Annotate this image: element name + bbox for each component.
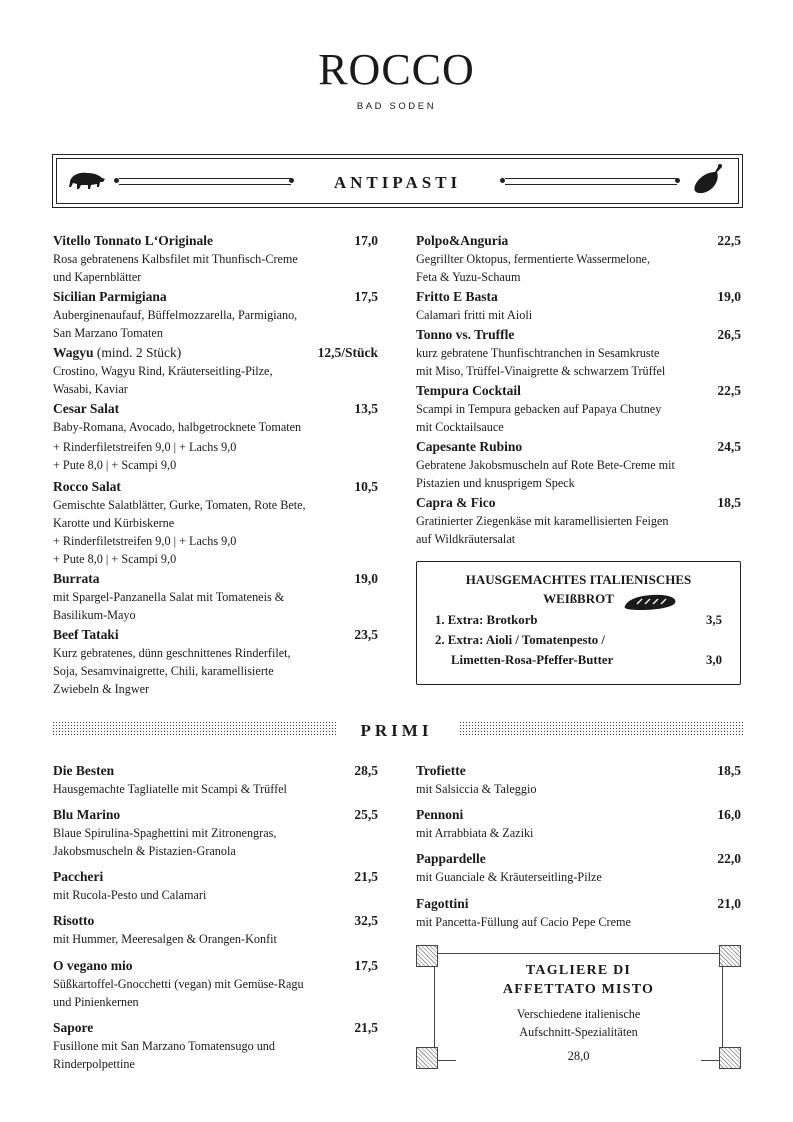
- item-desc: Gratinierter Ziegenkäse mit karamellisierten Feigen: [416, 514, 669, 528]
- tagliere-box: [416, 945, 741, 1069]
- item-desc: Soja, Sesamvinaigrette, Chili, karamellisierte: [53, 664, 274, 678]
- item-name: Tempura Cocktail: [416, 383, 521, 398]
- bread-row: [451, 651, 722, 670]
- item-name: Sicilian Parmigiana: [53, 289, 167, 304]
- item-desc: Rosa gebratenens Kalbsfilet mit Thunfisch-Creme: [53, 252, 298, 266]
- item-desc: Gegrillter Oktopus, fermentierte Wassermelone,: [416, 252, 651, 266]
- item-desc: kurz gebratene Thunfischtranchen in Sesamkruste: [416, 346, 660, 360]
- bread-row: [435, 631, 722, 650]
- item-name: Trofiette: [416, 763, 466, 778]
- item-price: 21,5: [354, 1020, 378, 1035]
- bread-icon: [622, 592, 678, 612]
- antipasti-title: ANTIPASTI: [324, 173, 471, 192]
- item-name: Pennoni: [416, 807, 464, 822]
- item-name: Sapore: [53, 1020, 94, 1035]
- item-name: Wagyu: [53, 345, 94, 360]
- menu-item: [416, 494, 741, 548]
- item-price: 10,5: [354, 479, 378, 494]
- corner-ornament: [416, 1047, 438, 1069]
- item-price: 22,5: [717, 383, 741, 398]
- item-name: Blu Marino: [53, 807, 121, 822]
- item-price: 17,5: [354, 289, 378, 304]
- item-desc: mit Rucola-Pesto und Calamari: [53, 888, 207, 902]
- bread-row: [435, 611, 722, 630]
- item-price: 32,5: [354, 913, 378, 928]
- item-name: Fritto E Basta: [416, 289, 498, 304]
- menu-item: [53, 570, 378, 624]
- item-name: Polpo&Anguria: [416, 233, 509, 248]
- item-name: Die Besten: [53, 763, 115, 778]
- item-name: Pappardelle: [416, 851, 486, 866]
- item-price: 18,5: [717, 763, 741, 778]
- item-desc: Süßkartoffel-Gnocchetti (vegan) mit Gemüse-Ragu: [53, 977, 304, 991]
- menu-item: [416, 850, 741, 886]
- menu-item: [53, 1019, 378, 1073]
- bread-title-line1: HAUSGEMACHTES ITALIENISCHES: [465, 572, 692, 587]
- item-name: Capra & Fico: [416, 495, 496, 510]
- item-name: Vitello Tonnato L‘Originale: [53, 233, 214, 248]
- menu-item: [53, 478, 378, 568]
- item-desc: Feta & Yuzu-Schaum: [416, 270, 521, 284]
- item-desc: Kurz gebratenes, dünn geschnittenes Rinderfilet,: [53, 646, 291, 660]
- item-desc: mit Spargel-Panzanella Salat mit Tomateneis &: [53, 590, 285, 604]
- antipasti-banner: [52, 154, 743, 208]
- item-desc: mit Arrabbiata & Zaziki: [416, 826, 534, 840]
- banner-rule-right: [505, 178, 677, 185]
- bread-row-price: 3,0: [706, 653, 722, 667]
- menu-item: [53, 806, 378, 860]
- item-desc: Gebratene Jakobsmuscheln auf Rote Bete-Creme mit: [416, 458, 675, 472]
- item-price: 28,5: [354, 763, 378, 778]
- item-name: Burrata: [53, 571, 100, 586]
- item-desc: mit Salsiccia & Taleggio: [416, 782, 537, 796]
- item-desc: Rinderpolpettine: [53, 1057, 135, 1071]
- menu-item: [416, 438, 741, 492]
- item-desc: Crostino, Wagyu Rind, Kräuterseitling-Pilze,: [53, 364, 273, 378]
- primi-divider-right: [459, 721, 743, 735]
- item-desc: Calamari fritti mit Aioli: [416, 308, 533, 322]
- bread-row-label: 2. Extra: Aioli / Tomatenpesto /: [435, 633, 605, 647]
- menu-item: [53, 344, 378, 398]
- menu-item: [416, 382, 741, 436]
- item-name: Fagottini: [416, 896, 469, 911]
- item-price: 21,0: [717, 896, 741, 911]
- item-desc: Pistazien und knusprigem Speck: [416, 476, 575, 490]
- item-desc: Blaue Spirulina-Spaghettini mit Zitronengras,: [53, 826, 277, 840]
- restaurant-logo: ROCCO: [318, 45, 475, 94]
- menu-item: [53, 762, 378, 798]
- item-price: 13,5: [354, 401, 378, 416]
- item-name: Cesar Salat: [53, 401, 120, 416]
- item-price: 23,5: [354, 627, 378, 642]
- item-price: 22,5: [717, 233, 741, 248]
- item-price: 17,0: [354, 233, 378, 248]
- tagliere-title-line1: TAGLIERE DI: [525, 963, 632, 978]
- item-name: O vegano mio: [53, 958, 133, 973]
- item-desc: San Marzano Tomaten: [53, 326, 163, 340]
- bread-title: [417, 570, 740, 608]
- item-desc: mit Miso, Trüffel-Vinaigrette & schwarzem Trüffel: [416, 364, 666, 378]
- menu-item: [416, 762, 741, 798]
- item-name: Risotto: [53, 913, 95, 928]
- menu-item: [53, 400, 378, 474]
- item-desc: und Kapernblätter: [53, 270, 142, 284]
- item-desc: auf Wildkräutersalat: [416, 532, 516, 546]
- menu-item: [53, 626, 378, 698]
- item-price: 24,5: [717, 439, 741, 454]
- item-name: Beef Tataki: [53, 627, 119, 642]
- item-name-note: (mind. 2 Stück): [93, 345, 182, 360]
- item-desc: mit Hummer, Meeresalgen & Orangen-Konfit: [53, 932, 277, 946]
- menu-item: [53, 232, 378, 286]
- item-price: 22,0: [717, 851, 741, 866]
- item-desc: Fusillone mit San Marzano Tomatensugo und: [53, 1039, 275, 1053]
- item-desc: Scampi in Tempura gebacken auf Papaya Chutney: [416, 402, 662, 416]
- bread-row-label: 1. Extra: Brotkorb: [435, 613, 538, 627]
- item-desc: mit Pancetta-Füllung auf Cacio Pepe Creme: [416, 915, 631, 929]
- item-price: 17,5: [354, 958, 378, 973]
- item-desc: mit Cocktailsauce: [416, 420, 504, 434]
- item-price: 25,5: [354, 807, 378, 822]
- item-price: 21,5: [354, 869, 378, 884]
- bread-box: [416, 561, 741, 685]
- item-extra: + Pute 8,0 | + Scampi 9,0: [53, 552, 177, 566]
- bread-title-line2: WEIßBROT: [543, 591, 614, 606]
- item-desc: Basilikum-Mayo: [53, 608, 136, 622]
- menu-item: [416, 806, 741, 842]
- menu-item: [416, 895, 741, 931]
- item-desc: Wasabi, Kaviar: [53, 382, 128, 396]
- ham-leg-icon: [693, 163, 725, 197]
- item-extra: + Rinderfiletstreifen 9,0 | + Lachs 9,0: [53, 534, 237, 548]
- menu-item: [53, 957, 378, 1011]
- tagliere-content: [456, 959, 701, 1065]
- item-desc: Zwiebeln & Ingwer: [53, 682, 150, 696]
- item-price: 16,0: [717, 807, 741, 822]
- bread-row-price: 3,5: [706, 613, 722, 627]
- item-desc: Hausgemachte Tagliatelle mit Scampi & Trüffel: [53, 782, 287, 796]
- menu-item: [416, 326, 741, 380]
- item-name: Paccheri: [53, 869, 104, 884]
- location-subtitle: BAD SODEN: [356, 101, 437, 112]
- tagliere-price: 28,0: [567, 1049, 590, 1063]
- item-desc: Auberginenaufauf, Büffelmozzarella, Parmigiano,: [53, 308, 298, 322]
- banner-dot: [500, 178, 505, 183]
- menu-item: [53, 912, 378, 948]
- item-extra: + Pute 8,0 | + Scampi 9,0: [53, 458, 177, 472]
- item-price: 12,5/Stück: [317, 345, 378, 360]
- menu-item: [53, 868, 378, 904]
- item-desc: und Pinienkernen: [53, 995, 139, 1009]
- item-name: Tonno vs. Truffle: [416, 327, 515, 342]
- item-price: 19,0: [717, 289, 741, 304]
- bread-row-label: Limetten-Rosa-Pfeffer-Butter: [451, 653, 614, 667]
- item-desc: Jakobsmuscheln & Pistazien-Granola: [53, 844, 236, 858]
- corner-ornament: [719, 945, 741, 967]
- item-desc: Gemischte Salatblätter, Gurke, Tomaten, Rote Bete,: [53, 498, 306, 512]
- tagliere-desc-line1: Verschiedene italienische: [516, 1007, 641, 1021]
- menu-item: [53, 288, 378, 342]
- banner-dot: [675, 178, 680, 183]
- item-desc: Baby-Romana, Avocado, halbgetrocknete Tomaten: [53, 420, 302, 434]
- item-extra: + Rinderfiletstreifen 9,0 | + Lachs 9,0: [53, 440, 237, 454]
- item-price: 18,5: [717, 495, 741, 510]
- corner-ornament: [416, 945, 438, 967]
- tagliere-desc-line2: Aufschnitt-Spezialitäten: [519, 1025, 638, 1039]
- item-price: 19,0: [354, 571, 378, 586]
- menu-item: [416, 288, 741, 324]
- corner-ornament: [719, 1047, 741, 1069]
- item-name: Rocco Salat: [53, 479, 121, 494]
- item-price: 26,5: [717, 327, 741, 342]
- item-desc: mit Guanciale & Kräuterseitling-Pilze: [416, 870, 602, 884]
- item-desc: Karotte und Kürbiskerne: [53, 516, 175, 530]
- item-name: Capesante Rubino: [416, 439, 523, 454]
- primi-title: PRIMI: [360, 721, 433, 740]
- menu-item: [416, 232, 741, 286]
- tagliere-title-line2: AFFETTATO MISTO: [502, 982, 655, 997]
